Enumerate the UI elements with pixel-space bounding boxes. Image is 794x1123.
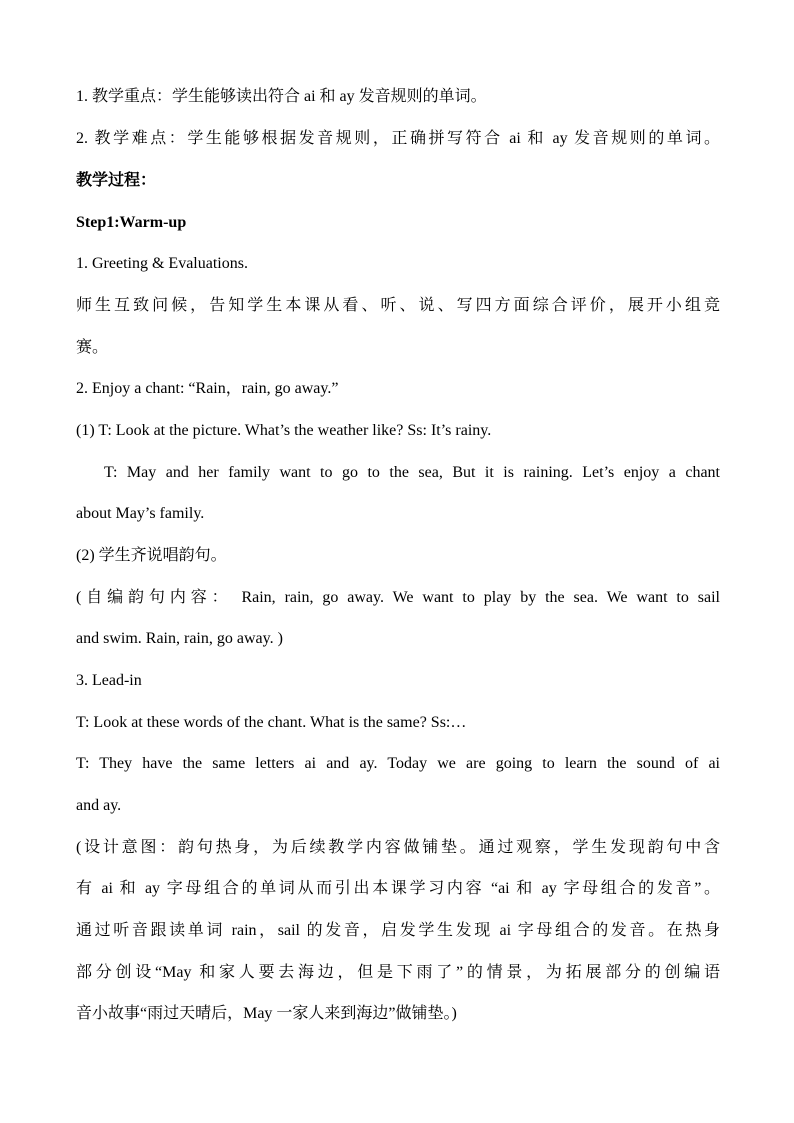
chant-content-line-1: (自编韵句内容： Rain, rain, go away. We want to play by the sea. We want to sail bbox=[76, 589, 720, 606]
design-intent-line-2: 有 ai 和 ay 字母组合的单词从而引出本课学习内容 “ai 和 ay 字母组合的发音”。 bbox=[76, 880, 720, 897]
difficult-point-line: 2. 教学难点：学生能够根据发音规则，正确拼写符合 ai 和 ay 发音规则的单词。 bbox=[76, 130, 720, 147]
picture-question-line: (1) T: Look at the picture. What’s the weather like? Ss: It’s rainy. bbox=[76, 422, 492, 439]
design-intent-line-4: 部分创设“May 和家人要去海边，但是下雨了”的情景，为拓展部分的创编语 bbox=[76, 964, 720, 981]
may-family-line-1: T: May and her family want to go to the sea, But it is raining. Let’s enjoy a chant bbox=[104, 464, 720, 481]
chant-item: 2. Enjoy a chant: “Rain，rain, go away.” bbox=[76, 380, 339, 397]
chant-content-line-2: and swim. Rain, rain, go away. ) bbox=[76, 630, 283, 647]
lead-in-explanation-line-2: and ay. bbox=[76, 797, 122, 814]
greeting-item: 1. Greeting & Evaluations. bbox=[76, 255, 248, 272]
chant-practice-line: (2) 学生齐说唱韵句。 bbox=[76, 547, 227, 564]
design-intent-line-5: 音小故事“雨过天晴后，May 一家人来到海边”做铺垫。) bbox=[76, 1005, 457, 1022]
design-intent-line-1: (设计意图：韵句热身，为后续教学内容做铺垫。通过观察，学生发现韵句中含 bbox=[76, 839, 720, 856]
design-intent-line-3: 通过听音跟读单词 rain，sail 的发音，启发学生发现 ai 字母组合的发音。在热身 bbox=[76, 922, 720, 939]
key-point-line: 1. 教学重点：学生能够读出符合 ai 和 ay 发音规则的单词。 bbox=[76, 88, 487, 105]
lead-in-item: 3. Lead-in bbox=[76, 672, 142, 689]
lead-in-question-line: T: Look at these words of the chant. What is the same? Ss:… bbox=[76, 714, 467, 731]
lead-in-explanation-line-1: T: They have the same letters ai and ay. Today we are going to learn the sound of ai bbox=[76, 755, 720, 772]
may-family-line-2: about May’s family. bbox=[76, 505, 205, 522]
greeting-description-line-2: 赛。 bbox=[76, 339, 109, 356]
step1-heading: Step1:Warm-up bbox=[76, 214, 187, 231]
teaching-process-heading: 教学过程： bbox=[76, 172, 157, 189]
greeting-description-line-1: 师生互致问候，告知学生本课从看、听、说、写四方面综合评价，展开小组竞 bbox=[76, 297, 720, 314]
